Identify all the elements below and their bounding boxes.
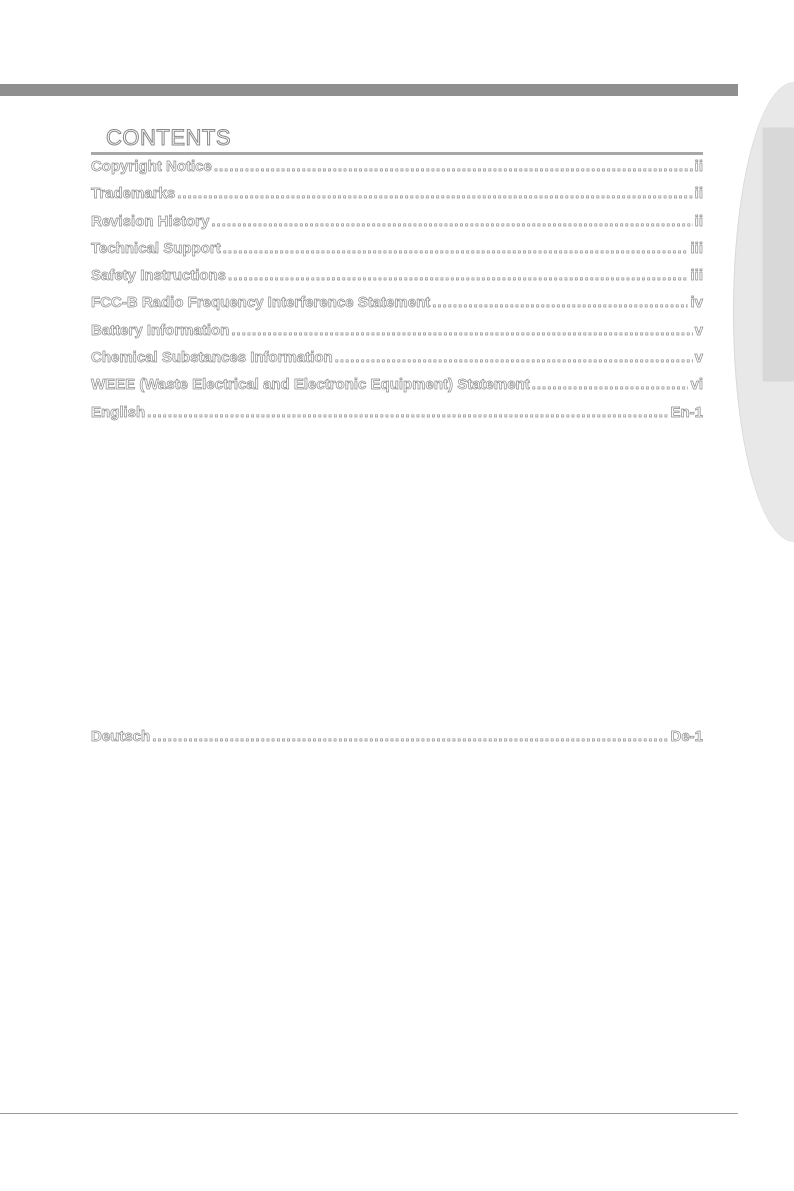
toc-entry-page: De-1 [670,728,703,745]
toc-entry-title: Deutsch [91,728,151,745]
toc-leader-dots [211,213,692,230]
contents-heading: CONTENTS [106,125,231,150]
toc-entry-page: En-1 [670,403,703,421]
toc-entry-revision-history[interactable] [91,213,703,240]
toc-entry-page: iv [690,294,703,312]
toc-leader-dots [147,404,668,421]
toc-entry-title: English [91,403,146,421]
toc-entry-fcc-statement[interactable] [91,294,703,321]
toc-entry-page: ii [694,212,703,230]
toc-entry-english[interactable] [91,404,703,431]
toc-leader-dots [228,267,688,284]
toc-entry-page: v [694,349,703,367]
toc-leader-dots [432,294,688,311]
toc-entry-page: ii [694,185,703,203]
toc-entry-title: FCC-B Radio Frequency Interference Statement [91,294,431,312]
footer-rule [0,1113,738,1114]
toc-entry-battery-information[interactable] [91,322,703,349]
toc-leader-dots [231,322,692,339]
toc-entry-title: Copyright Notice [91,158,212,175]
toc-entry-page: v [694,321,703,339]
toc-leader-dots [223,240,689,257]
toc-entry-title: Trademarks [91,185,176,203]
toc-entry-copyright[interactable] [91,158,703,185]
toc-entry-weee-statement[interactable] [91,376,703,403]
toc-leader-dots [177,185,692,202]
toc-leader-dots [335,349,693,366]
toc-entry-chemical-substances[interactable] [91,349,703,376]
toc-entry-title: Safety Instructions [91,267,227,285]
toc-entry-deutsch[interactable] [91,728,703,755]
toc-entry-technical-support[interactable] [91,240,703,267]
toc-entry-trademarks[interactable] [91,185,703,212]
toc-leader-dots [214,158,693,175]
toc-entry-title: Revision History [91,212,210,230]
heading-underline [91,152,703,155]
toc-entry-page: iii [690,267,703,285]
side-tab [733,82,794,542]
toc-entry-safety-instructions[interactable] [91,267,703,294]
toc-entry-title: Battery Information [91,321,230,339]
toc-entry-page: ii [694,158,703,175]
toc-entry-title: Chemical Substances Information [91,349,333,367]
toc-list-continued [91,728,703,755]
toc-entry-title: Technical Support [91,239,221,257]
toc-entry-title: WEEE (Waste Electrical and Electronic Equipment) Statement [91,376,530,394]
toc-list [91,158,703,431]
toc-leader-dots [532,376,689,393]
toc-entry-page: vi [690,376,703,394]
toc-entry-page: iii [690,239,703,257]
header-bar [0,84,738,96]
toc-leader-dots [152,728,668,745]
